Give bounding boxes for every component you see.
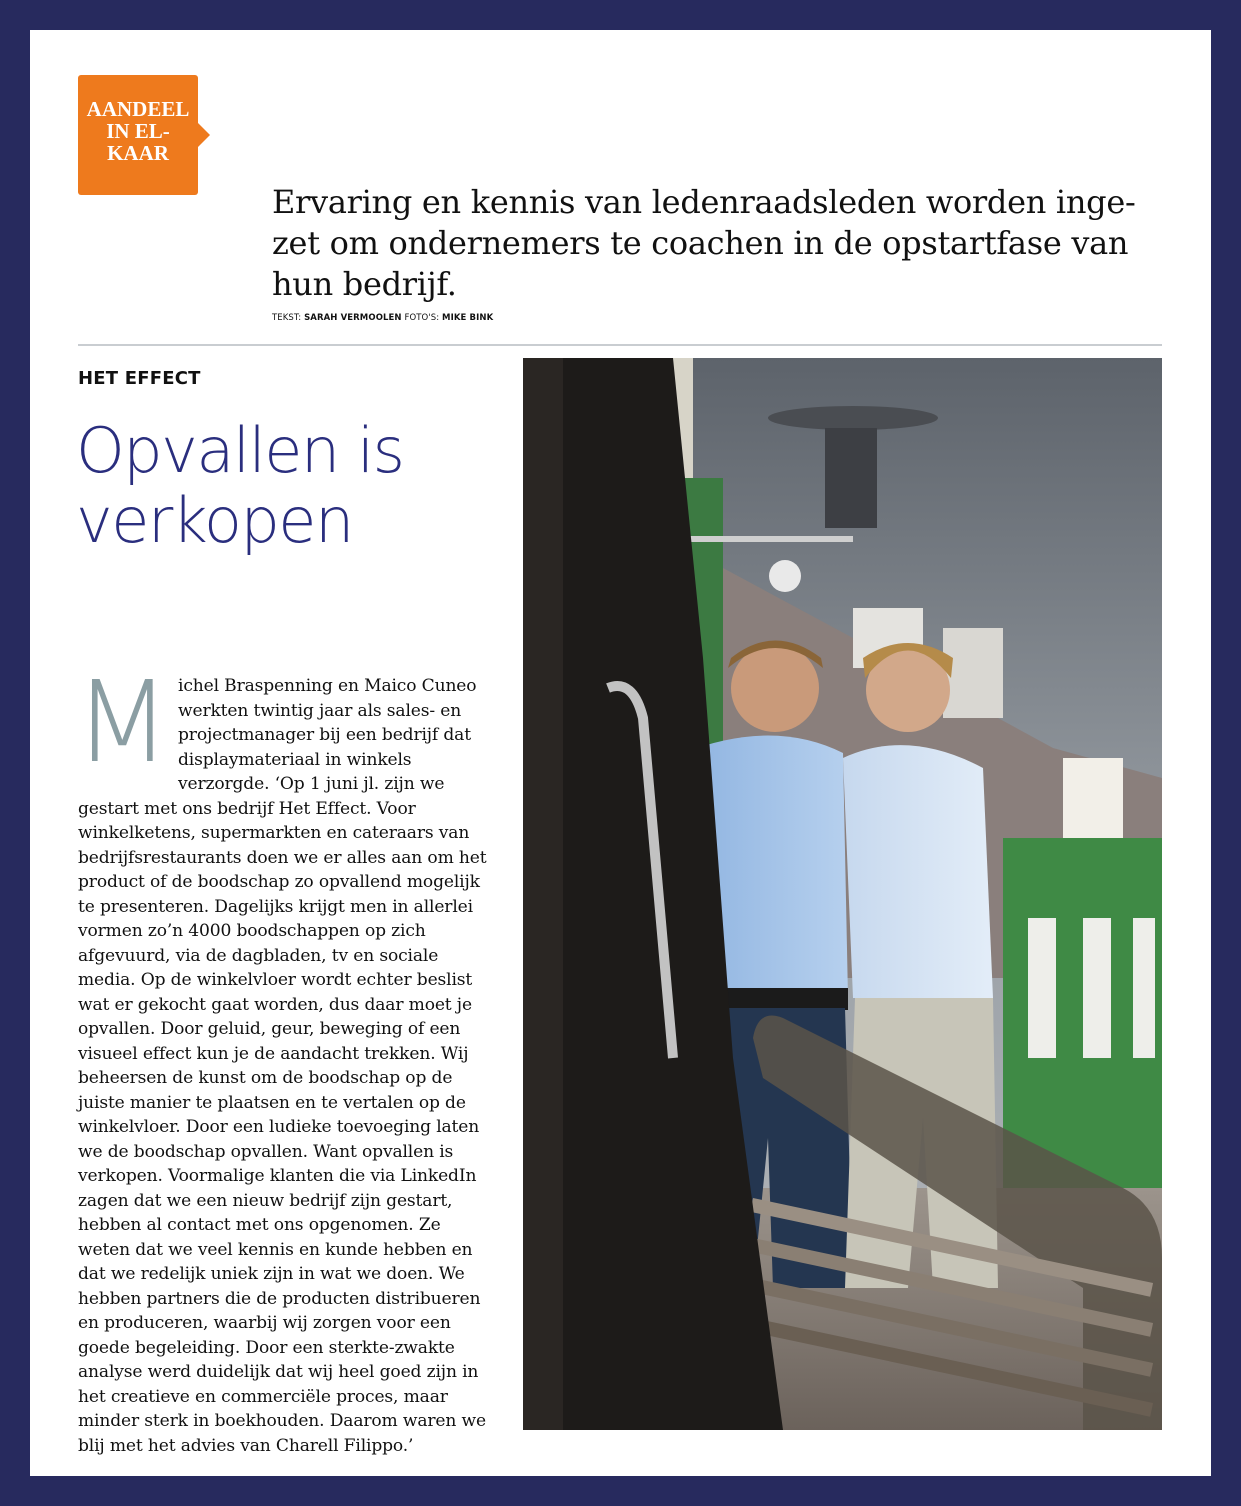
window (1028, 918, 1056, 1058)
window (1133, 918, 1155, 1058)
magazine-page (30, 30, 1211, 1476)
section-tag-line: IN EL- (106, 119, 170, 143)
article-photo (523, 358, 1162, 1430)
credits (272, 313, 493, 323)
section-kicker: HET EFFECT (78, 368, 201, 389)
credits-text-label: TEKST: (272, 313, 302, 323)
intro-text: Ervaring en kennis van ledenraadsleden worden inge-zet om ondernemers te coachen in de opstartfase van hun bedrijf. (272, 183, 1136, 303)
camera (769, 560, 801, 592)
divider (78, 344, 1162, 346)
lamp-body (825, 428, 877, 528)
building-edge (523, 358, 563, 1430)
credits-text-author: SARAH VERMOOLEN (304, 313, 402, 323)
headline: Opvallen is verkopen (76, 414, 404, 557)
person-left-head (731, 644, 819, 732)
article-body (74, 658, 496, 1458)
dormer-right (1063, 758, 1123, 848)
section-tag-line: AANDEEL (86, 97, 190, 121)
credits-photo-label: FOTO'S: (404, 313, 440, 323)
lamp-shade (768, 406, 938, 430)
person-right-shirt (843, 745, 993, 998)
credits-photo-author: MIKE BINK (442, 313, 494, 323)
article-body-text: ichel Braspenning en Maico Cuneo werkten twintig jaar als sales- en projectmanager bij een bedrijf dat displaymateriaal in winkels verzorgde. ‘Op 1 juni jl. zijn we gestart met ons bedrijf Het Effect. Voor winkelketens, supermarkten en cateraars van bedrijfsrestaurants doen we er alles aan om het product of de boodschap zo opvallend mogelijk te presenteren. Dagelijks krijgt men in allerlei vormen zo’n 4000 boodschappen op zich afgevuurd, via de dagbladen, tv en sociale media. Op de winkelvloer wordt echter beslist wat er gekocht gaat worden, dus daar moet je opvallen. Door geluid, geur, beweging of een visueel effect kun je de aandacht trekken. Wij beheersen de kunst om de boodschap op de juiste manier te plaatsen en te vertalen op de winkelvloer. Door een ludieke toevoeging laten we de boodschap opvallen. Want opvallen is verkopen. Voormalige klanten die via LinkedIn zagen dat we een nieuw bedrijf zijn gestart, hebben al contact met ons opgenomen. Ze weten dat we veel kennis en kunde hebben en dat we redelijk uniek zijn in wat we doen. We hebben partners die de producten distribueren en produceren, waarbij wij zorgen voor een goede begeleiding. Door een sterkte-zwakte analyse werd duidelijk dat wij heel goed zijn in het creatieve en commerciële proces, maar minder sterk in boekhouden. Daarom waren we blij met het advies van Charell Filippo.’ (78, 676, 487, 1456)
window (1083, 918, 1111, 1058)
tower (943, 628, 1003, 718)
section-tag-line: KAAR (107, 141, 169, 165)
dropcap: M (74, 658, 171, 788)
section-tag (78, 75, 198, 195)
